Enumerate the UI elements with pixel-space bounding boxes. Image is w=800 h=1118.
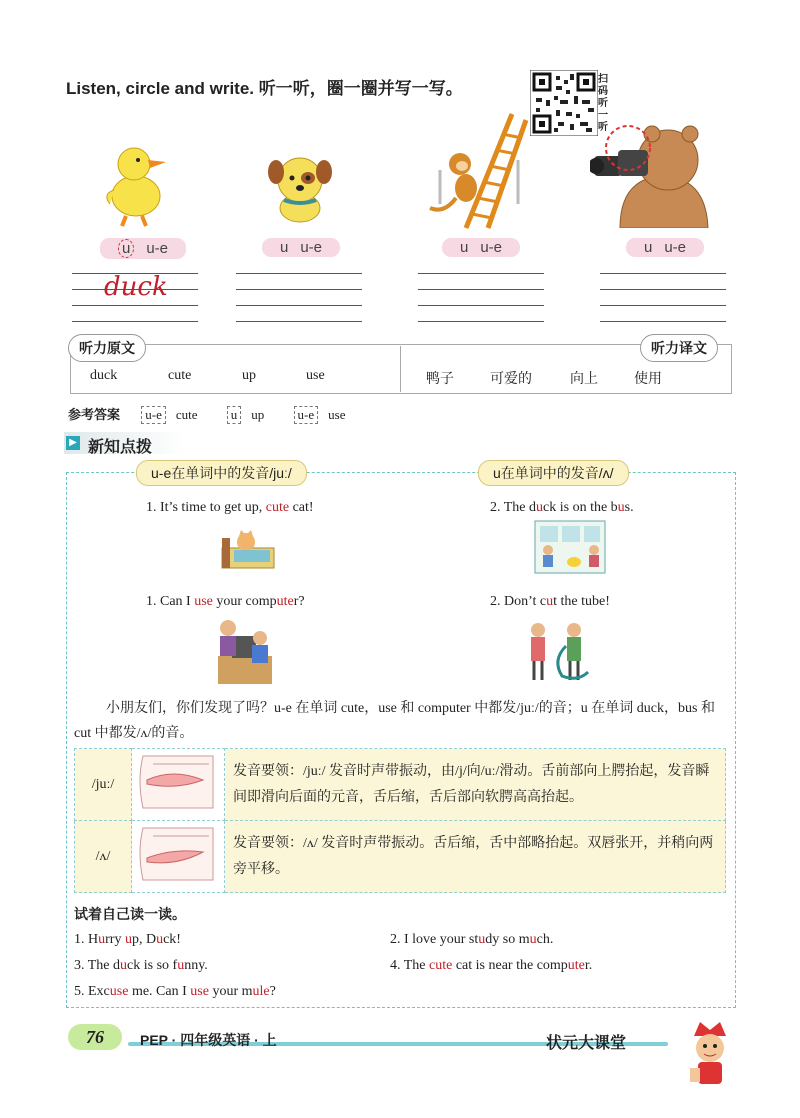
- book-title: PEP · 四年级英语 · 上: [140, 1032, 277, 1048]
- mouth-diagram: [132, 821, 225, 893]
- script-original-label: 听力原文: [68, 334, 146, 362]
- answer-row: [68, 404, 371, 424]
- handwritten-answer: duck: [104, 272, 168, 302]
- dog-illustration: [262, 150, 338, 226]
- answer-word: use: [328, 407, 346, 422]
- page-number: 76: [68, 1024, 122, 1050]
- phonetic-symbol: /juː/: [75, 749, 132, 821]
- options-item-1: [100, 238, 186, 259]
- discovery-paragraph: 小朋友们，你们发现了吗？u-e 在单词 cute，use 和 computer 中都发/juː/的音；u 在单词 duck，bus 和 cut 中都发/ʌ/的音。: [74, 701, 715, 741]
- computer-illustration: [214, 616, 276, 686]
- exercise-title: Listen, circle and write. 听一听，圈一圈并写一写。: [66, 79, 463, 98]
- answer-box: u: [227, 406, 242, 424]
- try-sentence-2: 2. I love your study so much.: [390, 932, 554, 947]
- example-sentence-2: 2. The duck is on the bus.: [490, 500, 634, 515]
- script-divider: [400, 346, 401, 392]
- option-u[interactable]: u: [280, 239, 289, 256]
- option-u-e[interactable]: u-e: [146, 240, 169, 257]
- options-item-3: [442, 238, 520, 257]
- script-word: duck: [90, 368, 118, 383]
- brand-name: 状元大课堂: [546, 1035, 627, 1052]
- option-u-e[interactable]: u-e: [480, 239, 503, 256]
- scan-label: 扫码听一听: [598, 74, 608, 133]
- option-u-e[interactable]: u-e: [664, 239, 687, 256]
- monkey-ladder-illustration: [426, 110, 530, 230]
- pill-u-sound: u在单词中的发音/ʌ/: [478, 460, 629, 486]
- chevron-right-icon: ▶: [66, 436, 80, 450]
- options-item-4: [626, 238, 704, 257]
- duck-illustration: [96, 138, 174, 228]
- pron-row: [75, 749, 726, 821]
- example-sentence-1: 1. It’s time to get up, cute cat!: [146, 500, 314, 515]
- example-sentence-3: 1. Can I use your computer?: [146, 594, 305, 609]
- option-u[interactable]: u: [460, 239, 469, 256]
- script-word: cute: [168, 368, 192, 383]
- script-word: use: [306, 368, 325, 383]
- options-item-2: [262, 238, 340, 257]
- pron-description: 发音要领：/juː/ 发音时声带振动，由/j/向/uː/滑动。舌前部向上腭抬起，发音瞬间即滑向后面的元音，舌后缩，舌后部向软腭高高抬起。: [225, 749, 726, 821]
- writing-lines-3[interactable]: [418, 258, 544, 322]
- try-sentence-1: 1. Hurry up, Duck!: [74, 932, 181, 947]
- tube-illustration: [522, 620, 592, 684]
- answer-word: up: [251, 407, 265, 422]
- section-title: 新知点拨: [88, 439, 153, 456]
- translation-word: 可爱的: [490, 372, 532, 387]
- try-sentence-5: 5. Excuse me. Can I use your mule?: [74, 984, 276, 999]
- try-reading-title: 试着自己读一读。: [74, 906, 186, 922]
- answer-box: u-e: [141, 406, 166, 424]
- answer-label: 参考答案: [68, 407, 121, 422]
- try-sentence-4: 4. The cute cat is near the computer.: [390, 958, 593, 973]
- translation-word: 向上: [570, 372, 598, 387]
- option-u-circled[interactable]: u: [118, 239, 134, 258]
- pron-description: 发音要领：/ʌ/ 发音时声带振动。舌后缩，舌中部略抬起。双唇张开，并稍向两旁平移。: [225, 821, 726, 893]
- translation-word: 鸭子: [426, 372, 454, 387]
- writing-lines-2[interactable]: [236, 258, 362, 322]
- try-sentence-3: 3. The duck is so funny.: [74, 958, 208, 973]
- bear-binoculars-illustration: [590, 120, 720, 228]
- translation-word: 使用: [634, 372, 662, 387]
- mouth-diagram: [132, 749, 225, 821]
- phonetic-symbol: /ʌ/: [75, 821, 132, 893]
- option-u-e[interactable]: u-e: [300, 239, 323, 256]
- answer-box: u-e: [294, 406, 319, 424]
- duck-bus-illustration: [534, 520, 606, 574]
- mascot-icon: [680, 1018, 740, 1088]
- qr-code-icon[interactable]: [530, 70, 598, 136]
- script-word: up: [242, 368, 256, 383]
- mouth-diagram-icon: [133, 750, 221, 814]
- script-translation-label: 听力译文: [640, 334, 718, 362]
- example-sentence-4: 2. Don’t cut the tube!: [490, 594, 610, 609]
- pronunciation-table: [74, 748, 726, 893]
- answer-word: cute: [175, 407, 198, 422]
- option-u[interactable]: u: [644, 239, 653, 256]
- writing-lines-4[interactable]: [600, 258, 726, 322]
- pron-row: [75, 821, 726, 893]
- cat-bed-illustration: [220, 520, 276, 572]
- mouth-diagram-icon: [133, 822, 221, 886]
- pill-u-e-sound: u-e在单词中的发音/juː/: [136, 460, 307, 486]
